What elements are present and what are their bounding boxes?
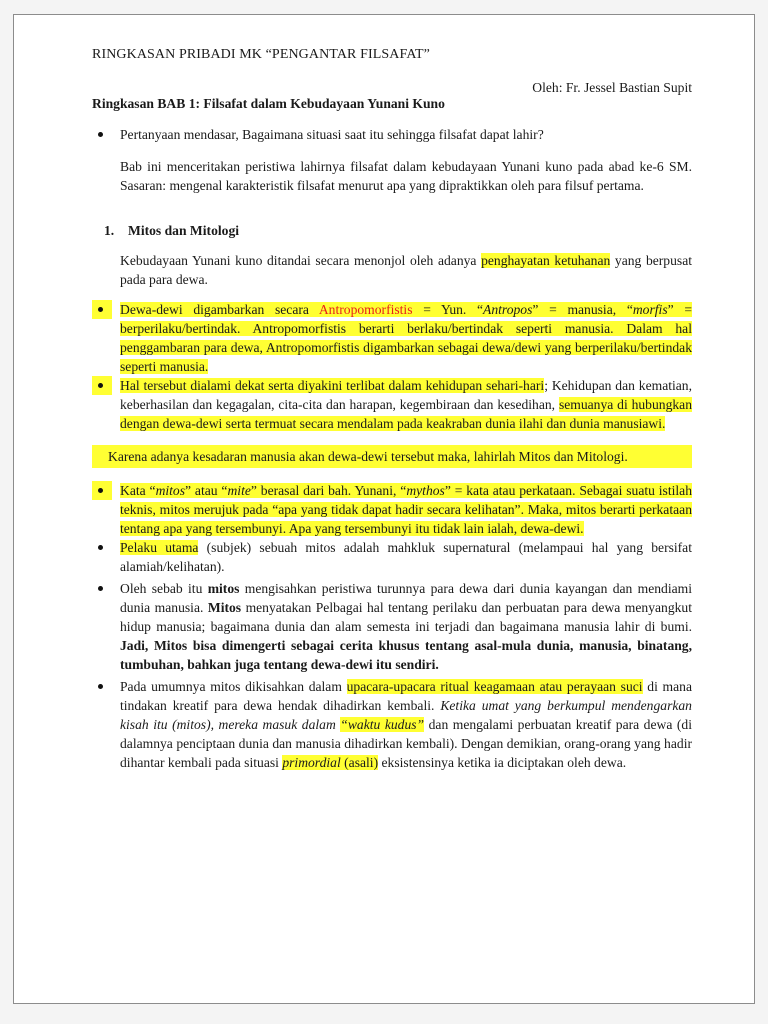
highlighted-text: upacara-upacara ritual keagamaan atau perayaan suci xyxy=(346,679,643,694)
text-run: eksistensinya ketika ia diciptakan oleh dewa. xyxy=(378,755,627,770)
bullet-icon xyxy=(92,579,116,598)
bold-text: Mitos xyxy=(207,600,242,615)
list-item xyxy=(92,579,692,674)
text-run: = Yun. “ xyxy=(412,302,484,317)
text-run: yang berpusat pada para dewa. xyxy=(120,253,692,287)
italic-text: Ketika umat yang berkumpul mendengarkan kisah itu (mitos), mereka masuk dalam xyxy=(120,698,692,732)
section-title: Mitos dan Mitologi xyxy=(128,223,240,238)
list-item xyxy=(92,125,692,144)
text-run: ” = berperilaku/bertindak. Antropomorfistis berarti berlaku/bertindak seperti manusia. Dalam hal penggambaran para dewa, Antropomorfistis digambarkan sebagai dewa/dewi yang berperilaku/bertindak seperti manusia. xyxy=(120,302,692,374)
italic-text: mite xyxy=(227,483,251,498)
bullet-icon xyxy=(92,300,112,319)
question-list xyxy=(92,125,692,144)
section-heading xyxy=(92,221,692,240)
bullet-list-1 xyxy=(92,300,692,433)
bullet-icon xyxy=(92,538,116,557)
text-run: (subjek) sebuah mitos adalah mahkluk supernatural (melampaui hal yang bersifat alamiah/kelihatan). xyxy=(120,540,692,574)
list-item xyxy=(92,677,692,772)
bullet-icon xyxy=(92,481,112,500)
question-text: Pertanyaan mendasar, Bagaimana situasi saat itu sehingga filsafat dapat lahir? xyxy=(120,127,544,142)
text-run: Oleh sebab itu xyxy=(120,581,208,596)
document-byline: Oleh: Fr. Jessel Bastian Supit xyxy=(532,80,692,95)
text-run: ” berasal dari bah. Yunani, “ xyxy=(250,483,407,498)
text-run: Kata “ xyxy=(120,483,156,498)
italic-text: mitos xyxy=(155,483,186,498)
text-run: ” atau “ xyxy=(185,483,228,498)
highlighted-paragraph: Karena adanya kesadaran manusia akan dewa-dewi tersebut maka, lahirlah Mitos dan Mitologi. xyxy=(92,445,692,468)
highlighted-text: penghayatan ketuhanan xyxy=(481,253,611,268)
highlighted-text: primordial xyxy=(282,755,341,770)
red-text: Antropomorfistis xyxy=(318,302,413,317)
document-content xyxy=(92,45,692,772)
text-run: di mana tindakan kreatif para dewa hendak dihadirkan kembali. xyxy=(120,679,692,713)
document-page xyxy=(13,14,755,1004)
bullet-icon xyxy=(92,677,116,696)
document-title: RINGKASAN PRIBADI MK “PENGANTAR FILSAFAT” xyxy=(92,47,430,62)
text-run: Pada umumnya mitos dikisahkan dalam xyxy=(120,679,347,694)
text-run: ; Kehidupan dan kematian, keberhasilan dan kegagalan, cita-cita dan harapan, kegembiraan dan kesedihan, xyxy=(120,378,693,412)
list-item xyxy=(92,481,692,538)
highlighted-text: semuanya di hubungkan dengan dewa-dewi serta termuat secara mendalam pada keakraban dunia ilahi dan dunia manusiawi. xyxy=(120,397,692,431)
italic-text: morfis xyxy=(632,302,668,317)
text-run: Kebudayaan Yunani kuno ditandai secara menonjol oleh adanya xyxy=(120,253,482,268)
section-paragraph xyxy=(92,251,692,289)
italic-text: mythos xyxy=(406,483,445,498)
list-item xyxy=(92,376,692,433)
highlighted-text: (asali) xyxy=(340,755,379,770)
text-run: mengisahkan peristiwa turunnya para dewa dari dunia kayangan dan mendiami dunia manusia. xyxy=(120,581,693,615)
text-run: menyatakan Pelbagai hal tentang perilaku dan perbuatan para dewa menyangkut hidup manusia; bagaimana dunia dan alam semesta ini terjadi dan bagaimana manusia lahir di bumi. xyxy=(120,600,692,634)
list-item xyxy=(92,538,692,576)
text-run: Dewa-dewi digambarkan secara xyxy=(120,302,319,317)
text-run: ” = manusia, “ xyxy=(532,302,633,317)
section-number: 1. xyxy=(104,223,115,238)
highlighted-text: “waktu kudus” xyxy=(340,717,425,732)
bold-text: Jadi, Mitos bisa dimengerti sebagai cerita khusus tentang asal-mula dunia, manusia, binatang, tumbuhan, bahkan juga tentang dewa-dewi itu sendiri. xyxy=(120,638,692,672)
bullet-icon xyxy=(92,376,112,395)
chapter-subtitle: Ringkasan BAB 1: Filsafat dalam Kebudayaan Yunani Kuno xyxy=(92,96,445,111)
italic-text: Antropos xyxy=(483,302,533,317)
text-run: ” = kata atau perkataan. Sebagai suatu istilah teknis, mitos merujuk pada “apa yang tidak dapat hadir secara kelihatan”. Maka, mitos berarti perkataan tentang apa yang tersembunyi. Apa yang tersembunyi itu tidak lain ialah, dewa-dewi. xyxy=(120,483,693,536)
bullet-list-2 xyxy=(92,481,692,772)
bold-text: mitos xyxy=(207,581,240,596)
bullet-icon xyxy=(92,125,116,144)
intro-paragraph: Bab ini menceritakan peristiwa lahirnya filsafat dalam kebudayaan Yunani kuno pada abad ke-6 SM. Sasaran: mengenal karakteristik filsafat menurut apa yang dipraktikkan oleh para filsuf pertama. xyxy=(120,159,692,193)
text-run: dan mengalami perbuatan kreatif para dewa (di dalamnya penciptaan dunia dan manusia dihadirkan kembali). Dengan demikian, orang-orang yang hadir dihantar kembali pada situasi xyxy=(120,717,692,770)
highlighted-text: Pelaku utama xyxy=(120,540,199,555)
list-item xyxy=(92,300,692,376)
highlighted-text: Hal tersebut dialami dekat serta diyakini terlibat dalam kehidupan sehari-hari xyxy=(120,378,545,393)
